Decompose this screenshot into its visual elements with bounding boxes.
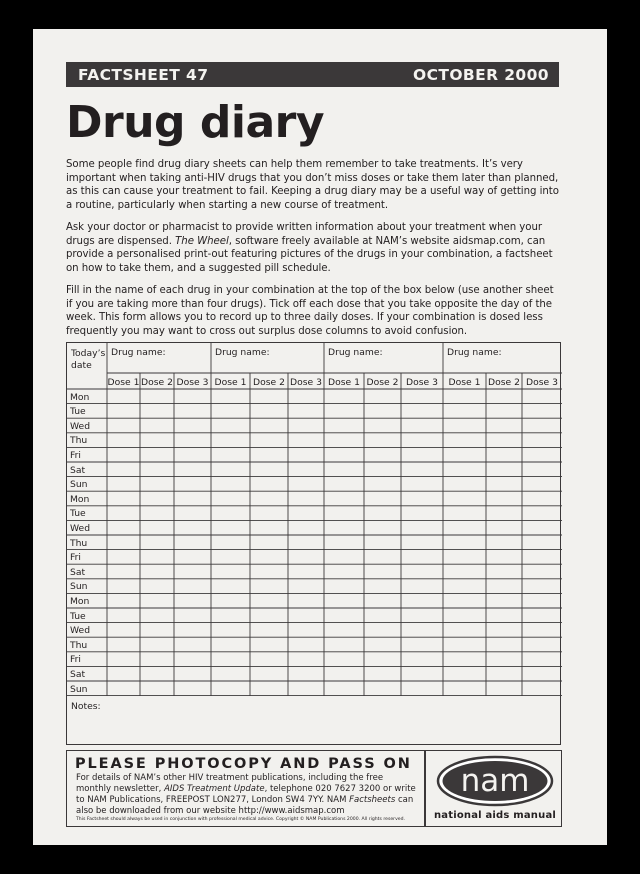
dose-label: Dose 1 — [328, 377, 360, 388]
information-paragraph — [66, 221, 560, 275]
information-text-start: Ask your doctor or pharmacist to provide written information about your treatment when your drugs are dispensed. — [66, 222, 543, 247]
dose-label: Dose 3 — [290, 377, 322, 388]
drug-name-label: Drug name: — [447, 347, 502, 358]
information-text-end: , software freely available at NAM’s website aidsmap.com, can provide a personalised print-out featuring pictures of the drugs in your combination, a factsheet on how to take them, and a suggested pill schedule. — [66, 235, 553, 274]
dose-label: Dose 3 — [406, 377, 438, 388]
date-header-line-2: date — [71, 360, 92, 371]
dose-label: Dose 2 — [253, 377, 285, 388]
day-label: Wed — [70, 522, 91, 534]
day-label: Sun — [70, 581, 88, 593]
header-banner — [66, 62, 559, 87]
day-label: Mon — [70, 391, 90, 403]
instructions-paragraph: Fill in the name of each drug in your combination at the top of the box below (use another sheet if you are taking more than four drugs). Tick off each dose that you take opposite the day of the week. This form allows you to record up to three daily doses. If your combination is dosed less frequently you may want to cross out surplus dose columns to avoid confusion. — [66, 285, 554, 337]
footer-contact-text — [76, 773, 416, 817]
dose-label: Dose 3 — [176, 377, 209, 388]
day-label: Thu — [70, 435, 88, 447]
factsheet-number: FACTSHEET 47 — [78, 65, 209, 84]
logo-tagline: national aids manual — [433, 810, 557, 821]
nam-logo — [435, 755, 555, 807]
day-label: Fri — [70, 552, 81, 564]
day-label: Sat — [70, 464, 86, 476]
day-label: Sun — [70, 479, 88, 491]
day-label: Fri — [70, 654, 81, 666]
drug-name-label: Drug name: — [111, 347, 166, 358]
factsheets-title: Factsheets — [349, 795, 396, 805]
the-wheel-title: The Wheel — [175, 235, 229, 247]
footer-text-part-1: For details of NAM’s other HIV treatment publications, including the free monthly newsletter, — [76, 773, 384, 794]
logo-wordmark: nam — [460, 763, 530, 799]
intro-paragraph: Some people find drug diary sheets can help them remember to take treatments. It’s very important when taking anti-HIV drugs that you don’t miss doses or take them later than planned, as this can cause your treatment to fail. Keeping a drug diary may be a useful way of getting into a routine, particularly when starting a new course of treatment. — [66, 159, 559, 211]
day-label: Sun — [70, 683, 88, 695]
day-label: Wed — [70, 625, 91, 637]
dose-label: Dose 2 — [366, 377, 399, 388]
page-title: Drug diary — [66, 97, 325, 148]
dose-label: Dose 3 — [526, 377, 558, 388]
footer-text-part-2: , telephone 020 7627 3200 or write to NAM Publications, FREEPOST LON277, London SW4 7YY. NAM — [76, 784, 416, 805]
date-header-line-1: Today’s — [71, 348, 106, 359]
nam-logo-icon — [435, 755, 555, 807]
day-label: Sat — [70, 668, 86, 680]
dose-label: Dose 1 — [448, 377, 481, 388]
day-label: Thu — [70, 537, 88, 549]
day-label: Tue — [70, 406, 86, 418]
drug-diary-table — [66, 342, 561, 745]
drug-name-label: Drug name: — [328, 347, 383, 358]
diary-grid — [67, 343, 562, 746]
copyright-notice: This Factsheet should always be used in conjunction with professional medical advice. Copyright © NAM Publications 2000. All rights reserved. — [76, 817, 405, 822]
dose-label: Dose 1 — [107, 377, 140, 388]
dose-label: Dose 2 — [141, 377, 173, 388]
issue-date: OCTOBER 2000 — [413, 65, 549, 84]
newsletter-title: AIDS Treatment Update — [164, 784, 265, 794]
day-label: Sat — [70, 566, 86, 578]
day-label: Mon — [70, 595, 90, 607]
day-label: Tue — [70, 508, 86, 520]
day-label: Fri — [70, 449, 81, 461]
day-label: Wed — [70, 420, 91, 432]
dose-label: Dose 1 — [214, 377, 247, 388]
day-label: Thu — [70, 639, 88, 651]
footer-text-part-3: can also be downloaded from our website http://www.aidsmap.com — [76, 795, 414, 816]
dose-label: Dose 2 — [488, 377, 520, 388]
drug-name-label: Drug name: — [215, 347, 270, 358]
footer-box — [66, 750, 562, 827]
factsheet-content — [33, 29, 607, 845]
day-label: Mon — [70, 493, 90, 505]
day-label: Tue — [70, 610, 86, 622]
footer-divider — [424, 751, 426, 826]
photocopy-notice: PLEASE PHOTOCOPY AND PASS ON — [75, 756, 412, 772]
notes-label: Notes: — [71, 700, 101, 712]
